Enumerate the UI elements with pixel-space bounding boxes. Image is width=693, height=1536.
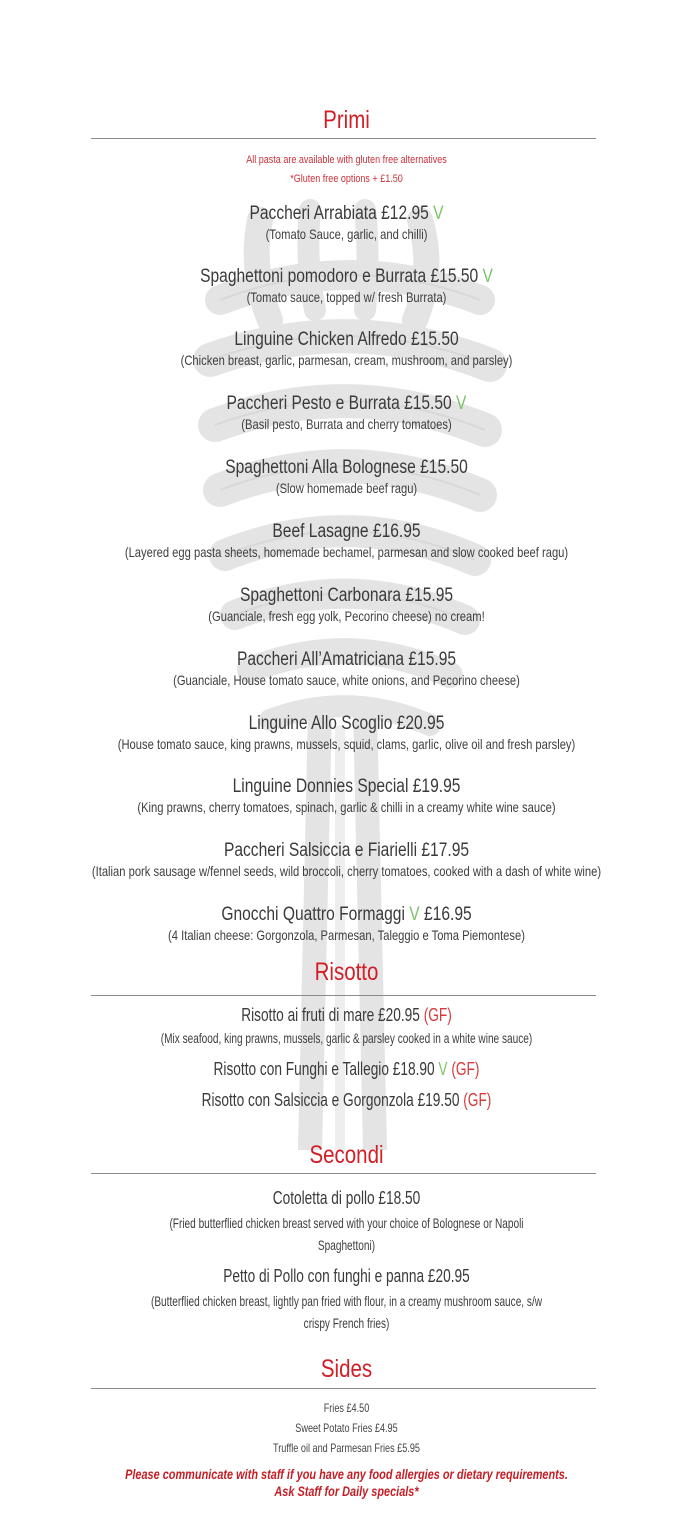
menu-item: Gnocchi Quattro Formaggi V £16.95 (4 Italian cheese: Gorgonzola, Parmesan, Taleggio e Toma Piemontese) [0, 904, 693, 944]
menu-item-description: (Chicken breast, garlic, parmesan, cream, mushroom, and parsley) [180, 352, 513, 368]
daily-specials-notice: Ask Staff for Daily specials* [274, 1483, 419, 1499]
menu-item: Spaghettoni Carbonara £15.95 (Guanciale, fresh egg yolk, Pecorino cheese) no cream! [0, 585, 693, 625]
section-title-risotto: Risotto [314, 958, 379, 986]
menu-item-description: (Slow homemade beef ragu) [275, 480, 418, 496]
menu-item: Linguine Chicken Alfredo £15.50 (Chicken breast, garlic, parmesan, cream, mushroom, and parsley) [0, 329, 693, 369]
section-divider [91, 995, 596, 996]
menu-item-description: (Tomato sauce, topped w/ fresh Burrata) [246, 289, 447, 305]
vegetarian-badge: V [409, 904, 420, 925]
gluten-free-badge: (GF) [463, 1090, 492, 1110]
menu-item: Spaghettoni pomodoro e Burrata £15.50 V (Tomato sauce, topped w/ fresh Burrata) [0, 266, 693, 306]
menu-item: Risotto con Funghi e Tallegio £18.90 V (GF) [213, 1059, 480, 1079]
vegetarian-badge: V [438, 1059, 448, 1079]
gluten-free-badge: (GF) [451, 1059, 480, 1079]
menu-item-description: crispy French fries) [303, 1315, 390, 1331]
menu-item-description: (Guanciale, fresh egg yolk, Pecorino cheese) no cream! [208, 608, 485, 624]
vegetarian-badge: V [456, 393, 467, 414]
gluten-free-badge: (GF) [423, 1005, 452, 1025]
vegetarian-badge: V [433, 203, 444, 224]
menu-item: Paccheri Salsiccia e Fiarielli £17.95 (Italian pork sausage w/fennel seeds, wild broccoli, cherry tomatoes, cooked with a dash of white wine) [0, 840, 693, 880]
menu-item-description: (Italian pork sausage w/fennel seeds, wild broccoli, cherry tomatoes, cooked with a dash of white wine) [91, 863, 602, 879]
section-title-primi: Primi [323, 106, 370, 134]
menu-item-description: (House tomato sauce, king prawns, mussels, squid, clams, garlic, olive oil and fresh parsley) [117, 736, 576, 752]
menu-item: Risotto ai fruti di mare £20.95 (GF) (Mix seafood, king prawns, mussels, garlic & parsley cooked in a white wine sauce) [0, 1004, 693, 1047]
menu-item-description: (Mix seafood, king prawns, mussels, garlic & parsley cooked in a white wine sauce) [160, 1030, 533, 1046]
section-title-sides: Sides [320, 1355, 373, 1383]
section-divider [91, 1173, 596, 1174]
menu-item: Petto di Pollo con funghi e panna £20.95 (Butterflied chicken breast, lightly pan fried with flour, in a creamy mushroom sauce, s/w crispy French fries) [0, 1265, 693, 1332]
menu-item: Risotto con Salsiccia e Gorgonzola £19.50 (GF) [201, 1090, 492, 1110]
menu-item: Linguine Allo Scoglio £20.95 (House tomato sauce, king prawns, mussels, squid, clams, garlic, olive oil and fresh parsley) [0, 713, 693, 753]
side-item: Truffle oil and Parmesan Fries £5.95 [272, 1441, 421, 1455]
menu-item: Spaghettoni Alla Bolognese £15.50 (Slow homemade beef ragu) [0, 457, 693, 497]
menu-item-description: (Tomato Sauce, garlic, and chilli) [265, 226, 428, 242]
menu-item-description: Spaghettoni) [317, 1237, 376, 1253]
menu-item: Paccheri Arrabiata £12.95 V (Tomato Sauce, garlic, and chilli) [0, 203, 693, 243]
menu-item: Paccheri All’Amatriciana £15.95 (Guanciale, House tomato sauce, white onions, and Pecorino cheese) [0, 649, 693, 689]
section-divider [91, 1388, 596, 1389]
side-item: Fries £4.50 [323, 1401, 370, 1415]
menu-item-description: (King prawns, cherry tomatoes, spinach, garlic & chilli in a creamy white wine sauce) [137, 799, 556, 815]
menu-item-description: (Layered egg pasta sheets, homemade bechamel, parmesan and slow cooked beef ragu) [124, 544, 569, 560]
menu-item-description: (Fried butterflied chicken breast served with your choice of Bolognese or Napoli [169, 1215, 524, 1231]
menu-item: Linguine Donnies Special £19.95 (King prawns, cherry tomatoes, spinach, garlic & chilli in a creamy white wine sauce) [0, 776, 693, 816]
menu-item: Paccheri Pesto e Burrata £15.50 V (Basil pesto, Burrata and cherry tomatoes) [0, 393, 693, 433]
side-item: Sweet Potato Fries £4.95 [295, 1421, 398, 1435]
menu-item-description: (Butterflied chicken breast, lightly pan fried with flour, in a creamy mushroom sauce, s/w [150, 1293, 543, 1309]
allergy-notice: Please communicate with staff if you have any food allergies or dietary requirements. [125, 1466, 568, 1482]
menu-item-description: (Guanciale, House tomato sauce, white onions, and Pecorino cheese) [173, 672, 520, 688]
gluten-free-price-note: *Gluten free options + £1.50 [290, 173, 403, 185]
menu-item-description: (4 Italian cheese: Gorgonzola, Parmesan, Taleggio e Toma Piemontese) [168, 927, 525, 943]
menu-item: Cotoletta di pollo £18.50 (Fried butterflied chicken breast served with your choice of Bolognese or Napoli Spaghettoni) [0, 1187, 693, 1254]
section-title-secondi: Secondi [309, 1141, 384, 1169]
gluten-free-note: All pasta are available with gluten free alternatives [246, 154, 447, 166]
menu-item-description: (Basil pesto, Burrata and cherry tomatoes) [241, 416, 452, 432]
vegetarian-badge: V [482, 266, 493, 287]
section-divider [91, 138, 596, 139]
menu-item: Beef Lasagne £16.95 (Layered egg pasta sheets, homemade bechamel, parmesan and slow cooked beef ragu) [0, 521, 693, 561]
